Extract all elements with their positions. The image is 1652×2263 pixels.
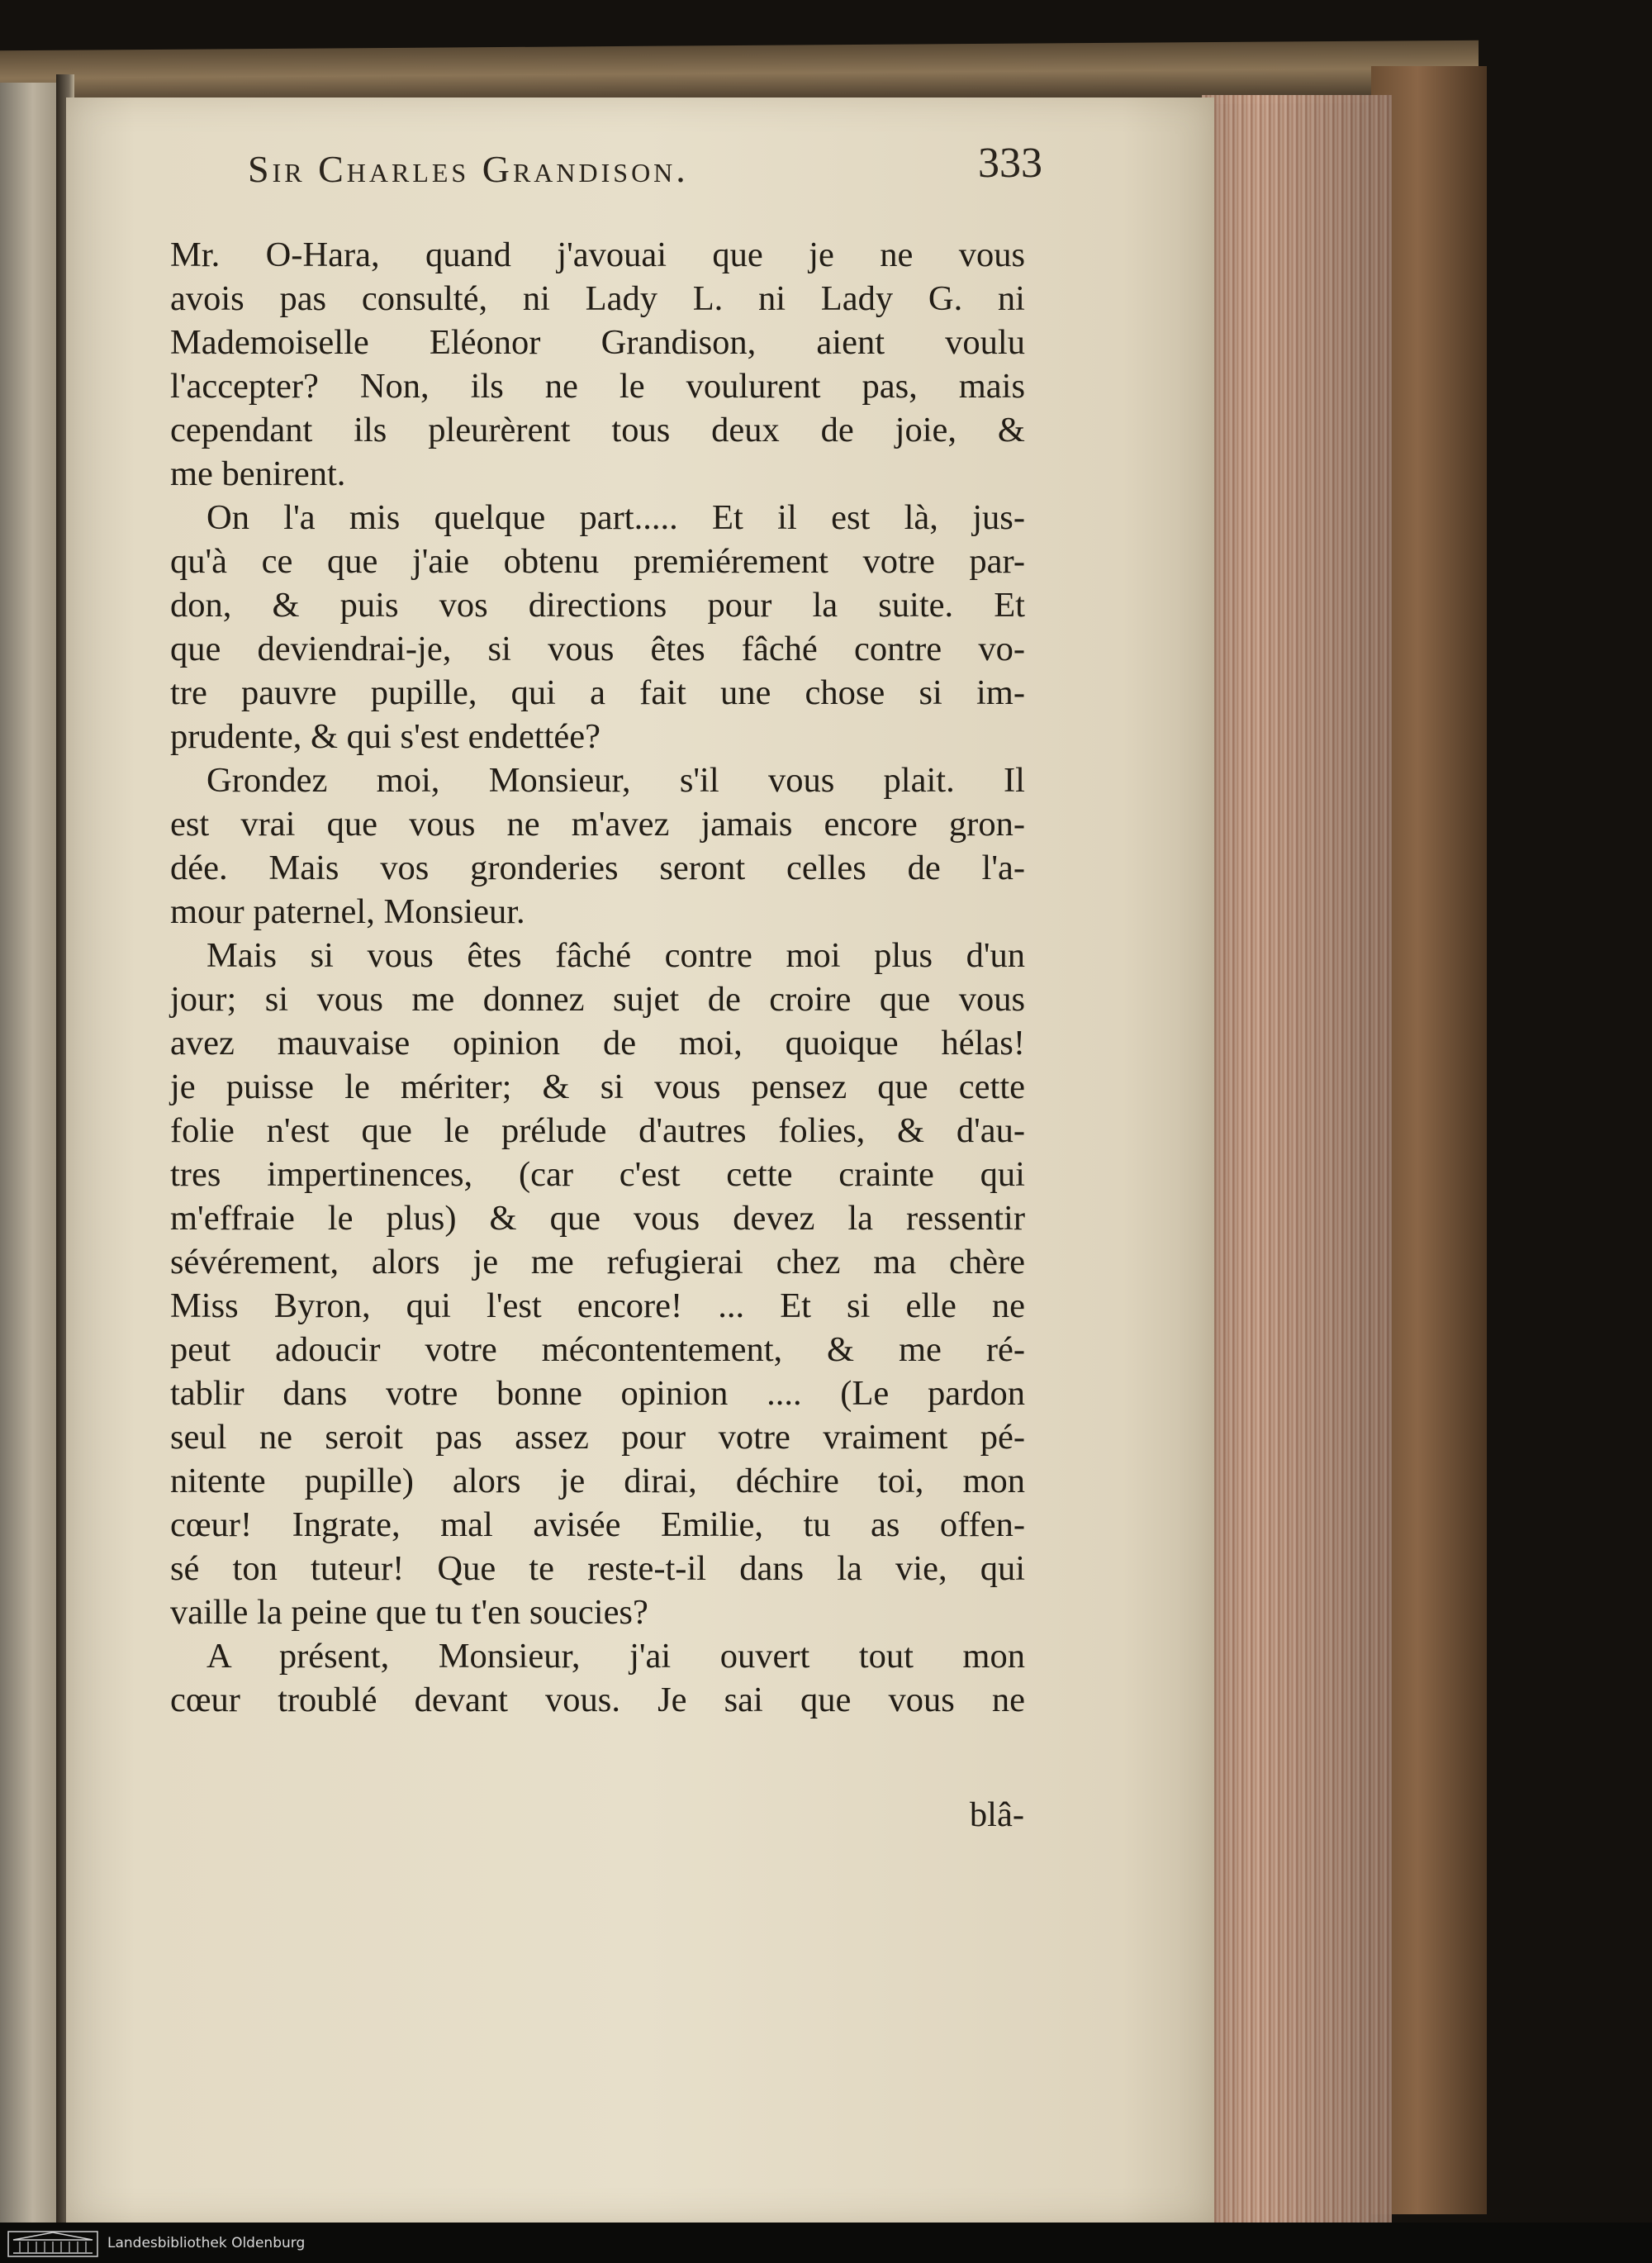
library-building-icon — [7, 2228, 99, 2258]
text-line: Grondez moi, Monsieur, s'il vous plait. Il — [206, 761, 1025, 800]
text-line: prudente, & qui s'est endettée? — [170, 717, 601, 756]
text-line: cœur troublé devant vous. Je sai que vous ne — [170, 1681, 1025, 1719]
text-line: mour paternel, Monsieur. — [170, 892, 525, 931]
text-line: seul ne seroit pas assez pour votre vraiment pé- — [170, 1418, 1025, 1457]
text-line: jour; si vous me donnez sujet de croire que vous — [170, 980, 1025, 1019]
text-line: sé ton tuteur! Que te reste-t-il dans la vie, qui — [170, 1549, 1025, 1588]
text-line: folie n'est que le prélude d'autres folies, & d'au- — [170, 1111, 1025, 1150]
text-line: Miss Byron, qui l'est encore! ... Et si elle ne — [170, 1286, 1025, 1325]
text-line: Mademoiselle Eléonor Grandison, aient voulu — [170, 323, 1025, 362]
text-line: vaille la peine que tu t'en soucies? — [170, 1593, 648, 1632]
text-line: cœur! Ingrate, mal avisée Emilie, tu as offen- — [170, 1505, 1025, 1544]
text-line: je puisse le mériter; & si vous pensez que cette — [170, 1067, 1025, 1106]
text-line: m'effraie le plus) & que vous devez la ressentir — [170, 1199, 1025, 1238]
text-line: tres impertinences, (car c'est cette crainte qui — [170, 1155, 1025, 1194]
text-line: peut adoucir votre mécontentement, & me ré- — [170, 1330, 1025, 1369]
text-line: me benirent. — [170, 454, 346, 493]
text-line: est vrai que vous ne m'avez jamais encore gron- — [170, 805, 1025, 844]
text-line: que deviendrai-je, si vous êtes fâché contre vo- — [170, 630, 1025, 668]
library-name: Landesbibliothek Oldenburg — [107, 2235, 306, 2251]
text-line: sévérement, alors je me refugierai chez ma chère — [170, 1243, 1025, 1281]
text-line: dée. Mais vos gronderies seront celles de l'a- — [170, 849, 1025, 887]
text-line: Mais si vous êtes fâché contre moi plus d'un — [206, 936, 1025, 975]
text-line: A présent, Monsieur, j'ai ouvert tout mon — [206, 1637, 1025, 1676]
page-number: 333 — [978, 140, 1042, 187]
text-line: avez mauvaise opinion de moi, quoique hélas! — [170, 1024, 1025, 1063]
text-line: On l'a mis quelque part..... Et il est là, jus- — [206, 498, 1025, 537]
text-line: cependant ils pleurèrent tous deux de joie, & — [170, 411, 1025, 449]
body-text — [170, 233, 1025, 1852]
text-line: don, & puis vos directions pour la suite. Et — [170, 586, 1025, 625]
text-line: avois pas consulté, ni Lady L. ni Lady G. ni — [170, 279, 1025, 318]
text-line: qu'à ce que j'aie obtenu premiérement votre par- — [170, 542, 1025, 581]
text-line: l'accepter? Non, ils ne le voulurent pas, mais — [170, 367, 1025, 406]
catchword: blâ- — [969, 1795, 1024, 1834]
verso-page-edge — [0, 83, 59, 2223]
text-line: Mr. O-Hara, quand j'avouai que je ne vous — [170, 235, 1025, 274]
running-head: Sir Charles Grandison. — [248, 148, 689, 190]
page-fore-edges-shade — [1202, 95, 1392, 2223]
text-line: tre pauvre pupille, qui a fait une chose si im- — [170, 673, 1025, 712]
text-line: nitente pupille) alors je dirai, déchire toi, mon — [170, 1462, 1025, 1500]
text-line: tablir dans votre bonne opinion .... (Le pardon — [170, 1374, 1025, 1413]
